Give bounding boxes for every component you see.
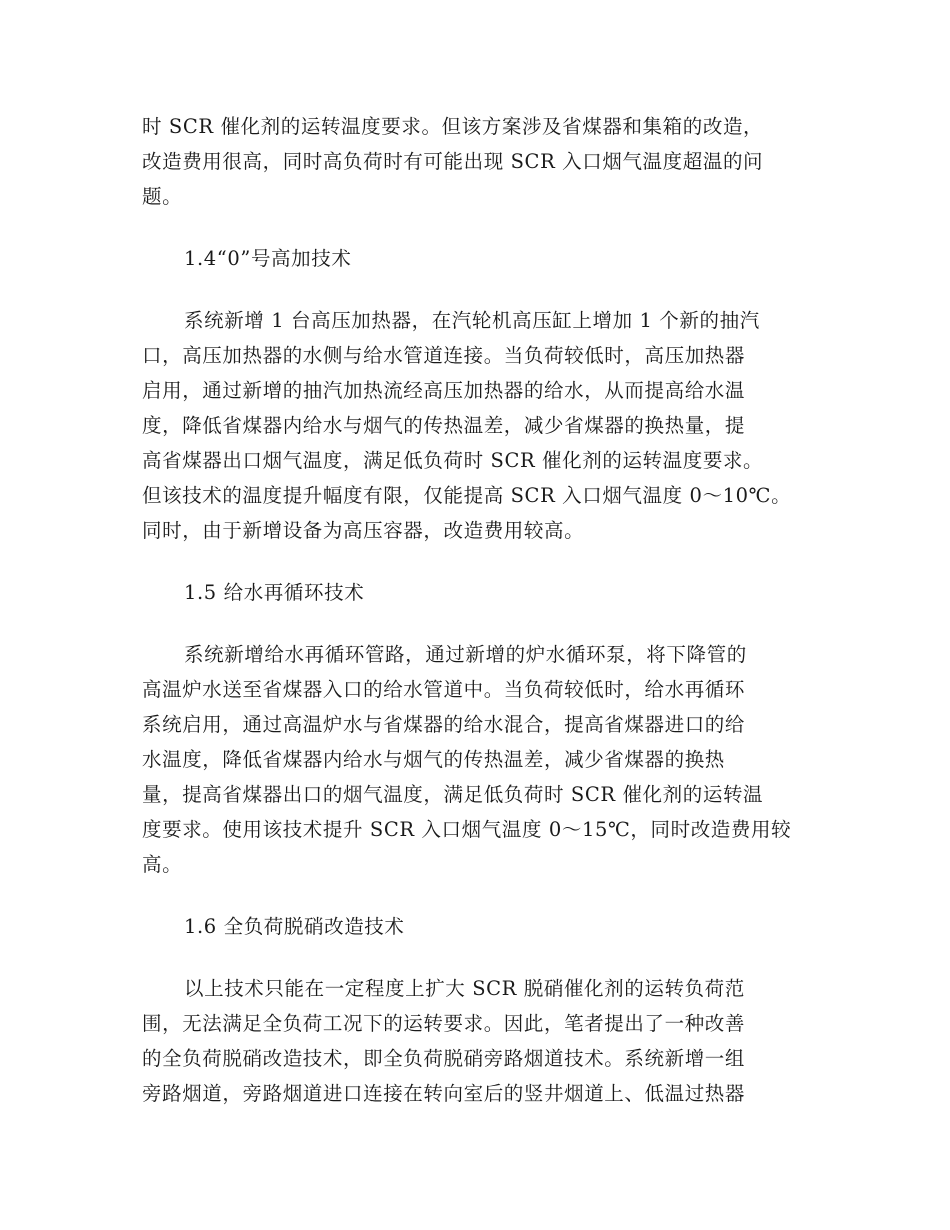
text-line: 口，高压加热器的水侧与给水管道连接。当负荷较低时，高压加热器 <box>142 344 746 367</box>
text-line: 度要求。使用该技术提升 SCR 入口烟气温度 0～15℃，同时改造费用较 <box>142 818 792 841</box>
text-line: 量，提高省煤器出口的烟气温度，满足低负荷时 SCR 催化剂的运转温 <box>142 783 764 806</box>
text-line: 系统启用，通过高温炉水与省煤器的给水混合，提高省煤器进口的给 <box>142 713 746 736</box>
text-line: 系统新增 1 台高压加热器，在汽轮机高压缸上增加 1 个新的抽汽 <box>184 309 760 332</box>
section-heading <box>142 909 810 944</box>
text-line: 高。 <box>142 853 183 876</box>
text-line: 启用，通过新增的抽汽加热流经高压加热器的给水，从而提高给水温 <box>142 379 746 402</box>
text-line: 系统新增给水再循环管路，通过新增的炉水循环泵，将下降管的 <box>184 643 747 666</box>
section-heading-text: 1.6 全负荷脱硝改造技术 <box>184 915 405 938</box>
paragraph <box>142 109 810 214</box>
text-line: 但该技术的温度提升幅度有限，仅能提高 SCR 入口烟气温度 0～10℃。 <box>142 484 792 507</box>
text-line: 以上技术只能在一定程度上扩大 SCR 脱硝催化剂的运转负荷范 <box>184 977 745 1000</box>
section-heading <box>142 575 810 610</box>
paragraph <box>142 303 810 548</box>
text-line: 题。 <box>142 185 183 208</box>
section-heading-text: 1.5 给水再循环技术 <box>184 581 365 604</box>
text-line: 度，降低省煤器内给水与烟气的传热温差，减少省煤器的换热量，提 <box>142 414 746 437</box>
section-heading-text: 1.4“0”号高加技术 <box>184 247 352 270</box>
paragraph <box>142 637 810 882</box>
text-line: 高省煤器出口烟气温度，满足低负荷时 SCR 催化剂的运转温度要求。 <box>142 449 764 472</box>
document-body <box>142 109 810 1111</box>
text-line: 的全负荷脱硝改造技术，即全负荷脱硝旁路烟道技术。系统新增一组 <box>142 1047 746 1070</box>
text-line: 高温炉水送至省煤器入口的给水管道中。当负荷较低时，给水再循环 <box>142 678 746 701</box>
text-line: 围，无法满足全负荷工况下的运转要求。因此，笔者提出了一种改善 <box>142 1012 746 1035</box>
text-line: 时 SCR 催化剂的运转温度要求。但该方案涉及省煤器和集箱的改造， <box>142 115 764 138</box>
paragraph <box>142 971 810 1111</box>
text-line: 旁路烟道，旁路烟道进口连接在转向室后的竖井烟道上、低温过热器 <box>142 1082 746 1105</box>
text-line: 水温度，降低省煤器内给水与烟气的传热温差，减少省煤器的换热 <box>142 748 725 771</box>
text-line: 同时，由于新增设备为高压容器，改造费用较高。 <box>142 519 585 542</box>
text-line: 改造费用很高，同时高负荷时有可能出现 SCR 入口烟气温度超温的问 <box>142 150 764 173</box>
section-heading <box>142 241 810 276</box>
